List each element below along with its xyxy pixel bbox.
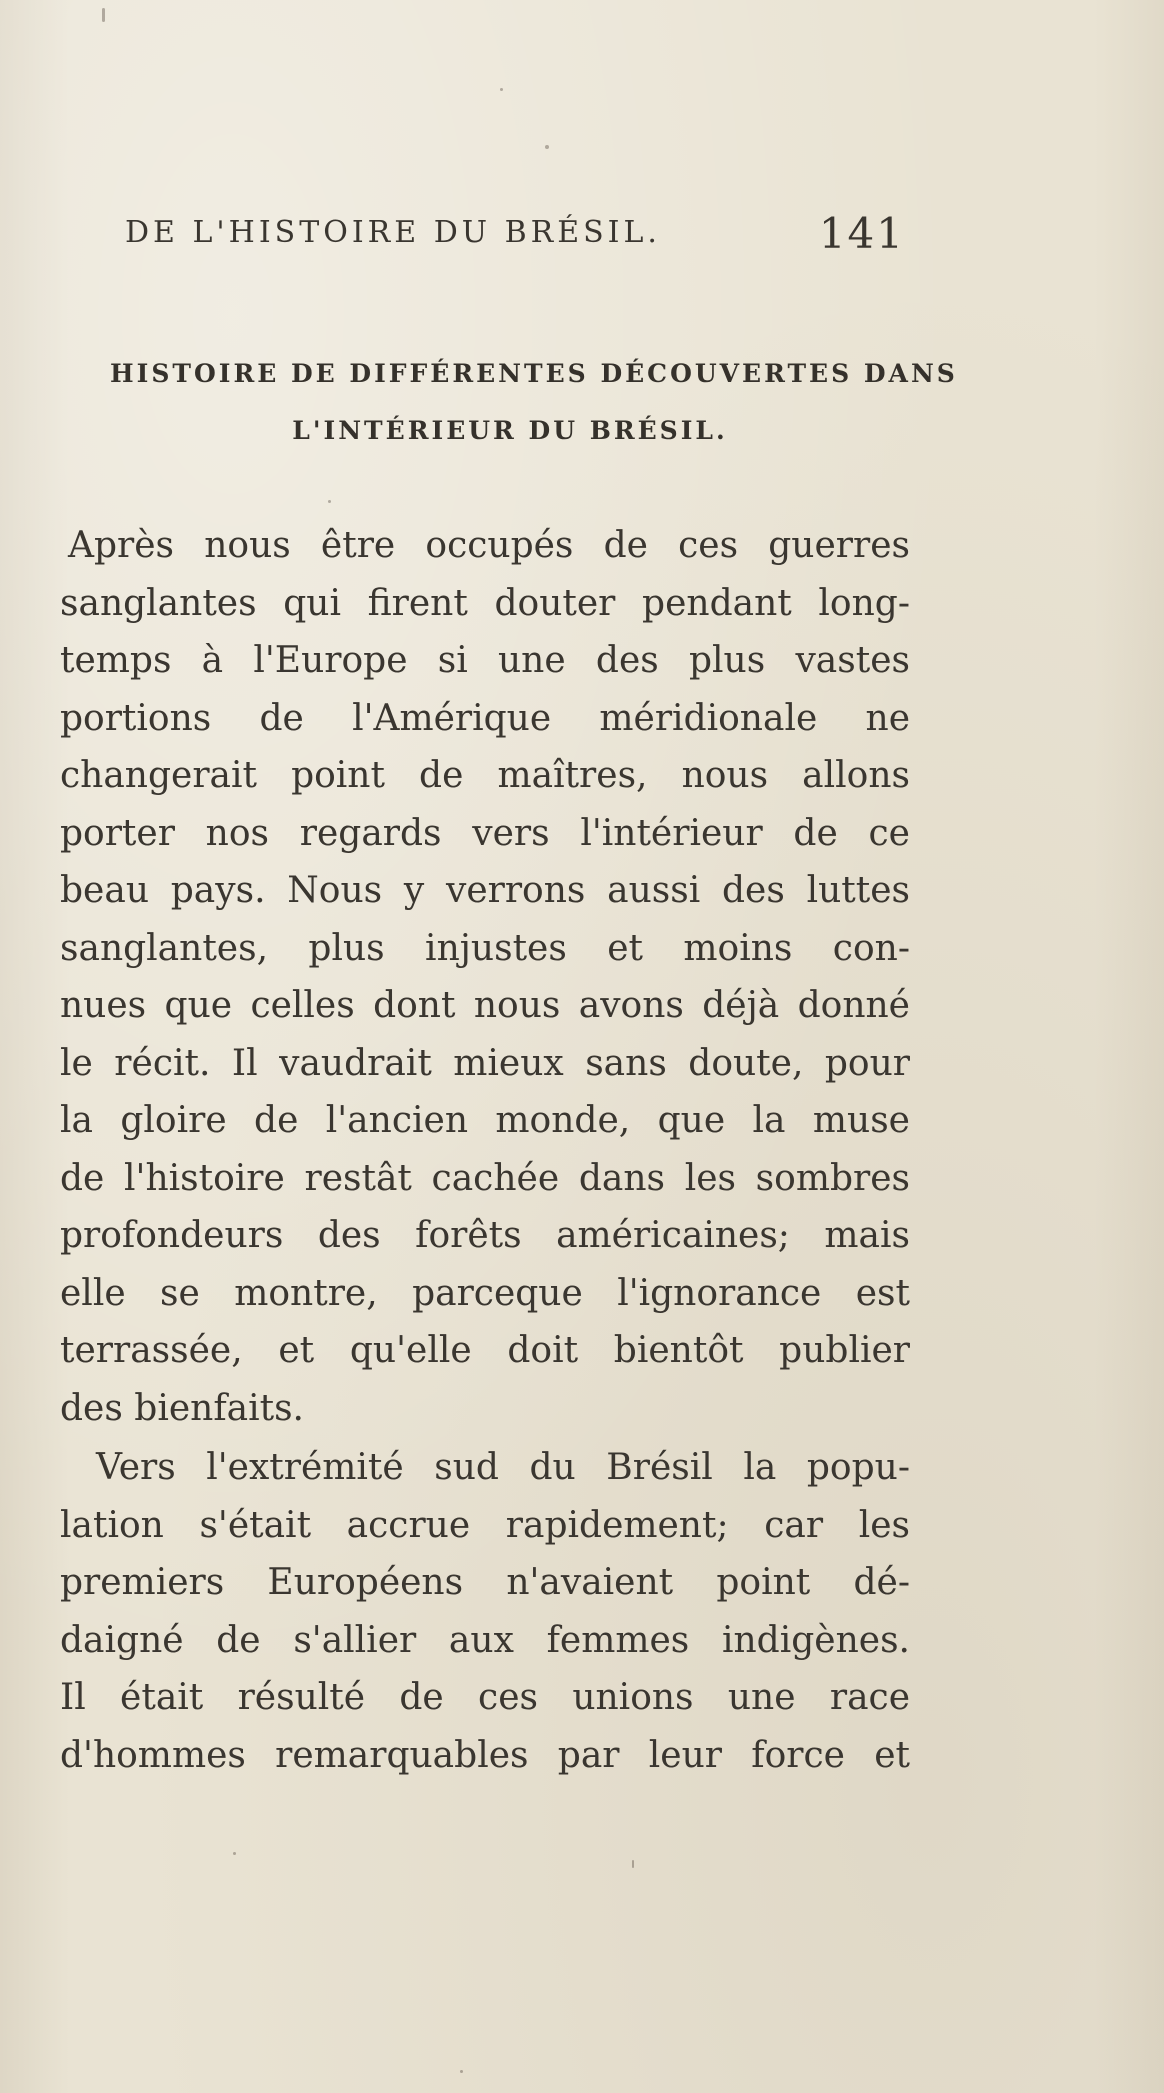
section-heading-line: HISTOIRE DE DIFFÉRENTES DÉCOUVERTES DANS [110,359,958,388]
paper-speck [328,500,331,503]
text-line: profondeurs des forêts américaines; mais [60,1215,910,1256]
text-line: sanglantes qui firent douter pendant long- [60,582,910,624]
body-text [60,517,910,1784]
page-number: 141 [818,209,905,258]
text-line: la gloire de l'ancien monde, que la muse [60,1100,910,1141]
text-line: beau pays. Nous y verrons aussi des luttes [60,870,910,911]
paper-speck [500,88,503,91]
text-line: sanglantes, plus injustes et moins con- [60,927,910,969]
text-line: terrassée, et qu'elle doit bientôt publier [60,1330,910,1371]
text-line: changerait point de maîtres, nous allons [60,755,910,796]
running-head [125,209,905,265]
text-line: Il était résulté de ces unions une race [60,1677,910,1718]
text-line: daigné de s'allier aux femmes indigènes. [60,1619,910,1661]
text-line: des bienfaits. [60,1387,305,1429]
text-line: d'hommes remarquables par leur force et [60,1734,910,1776]
text-line: nues que celles dont nous avons déjà donné [60,985,910,1026]
paper-speck [233,1852,236,1855]
text-line: porter nos regards vers l'intérieur de ce [60,812,910,854]
text-line: de l'histoire restât cachée dans les sombres [60,1157,910,1199]
section-heading-line: L'INTÉRIEUR DU BRÉSIL. [292,416,728,445]
paper-speck [545,145,549,149]
text-line: le récit. Il vaudrait mieux sans doute, pour [60,1042,910,1084]
text-line: portions de l'Amérique méridionale ne [60,697,910,739]
paragraph-1 [60,517,910,1437]
text-line: Après nous être occupés de ces guerres [68,525,910,566]
text-line: premiers Européens n'avaient point dé- [60,1562,910,1603]
text-line: temps à l'Europe si une des plus vastes [60,640,910,681]
paper-speck [460,2070,463,2073]
paper-speck [102,8,105,22]
text-line: Vers l'extrémité sud du Brésil la popu- [96,1447,910,1488]
paragraph-2 [60,1439,910,1784]
text-line: elle se montre, parceque l'ignorance est [60,1272,910,1314]
paper-speck [632,1860,634,1868]
running-title: DE L'HISTOIRE DU BRÉSIL. [125,215,661,250]
section-heading [110,345,958,459]
text-line: lation s'était accrue rapidement; car les [60,1504,910,1546]
